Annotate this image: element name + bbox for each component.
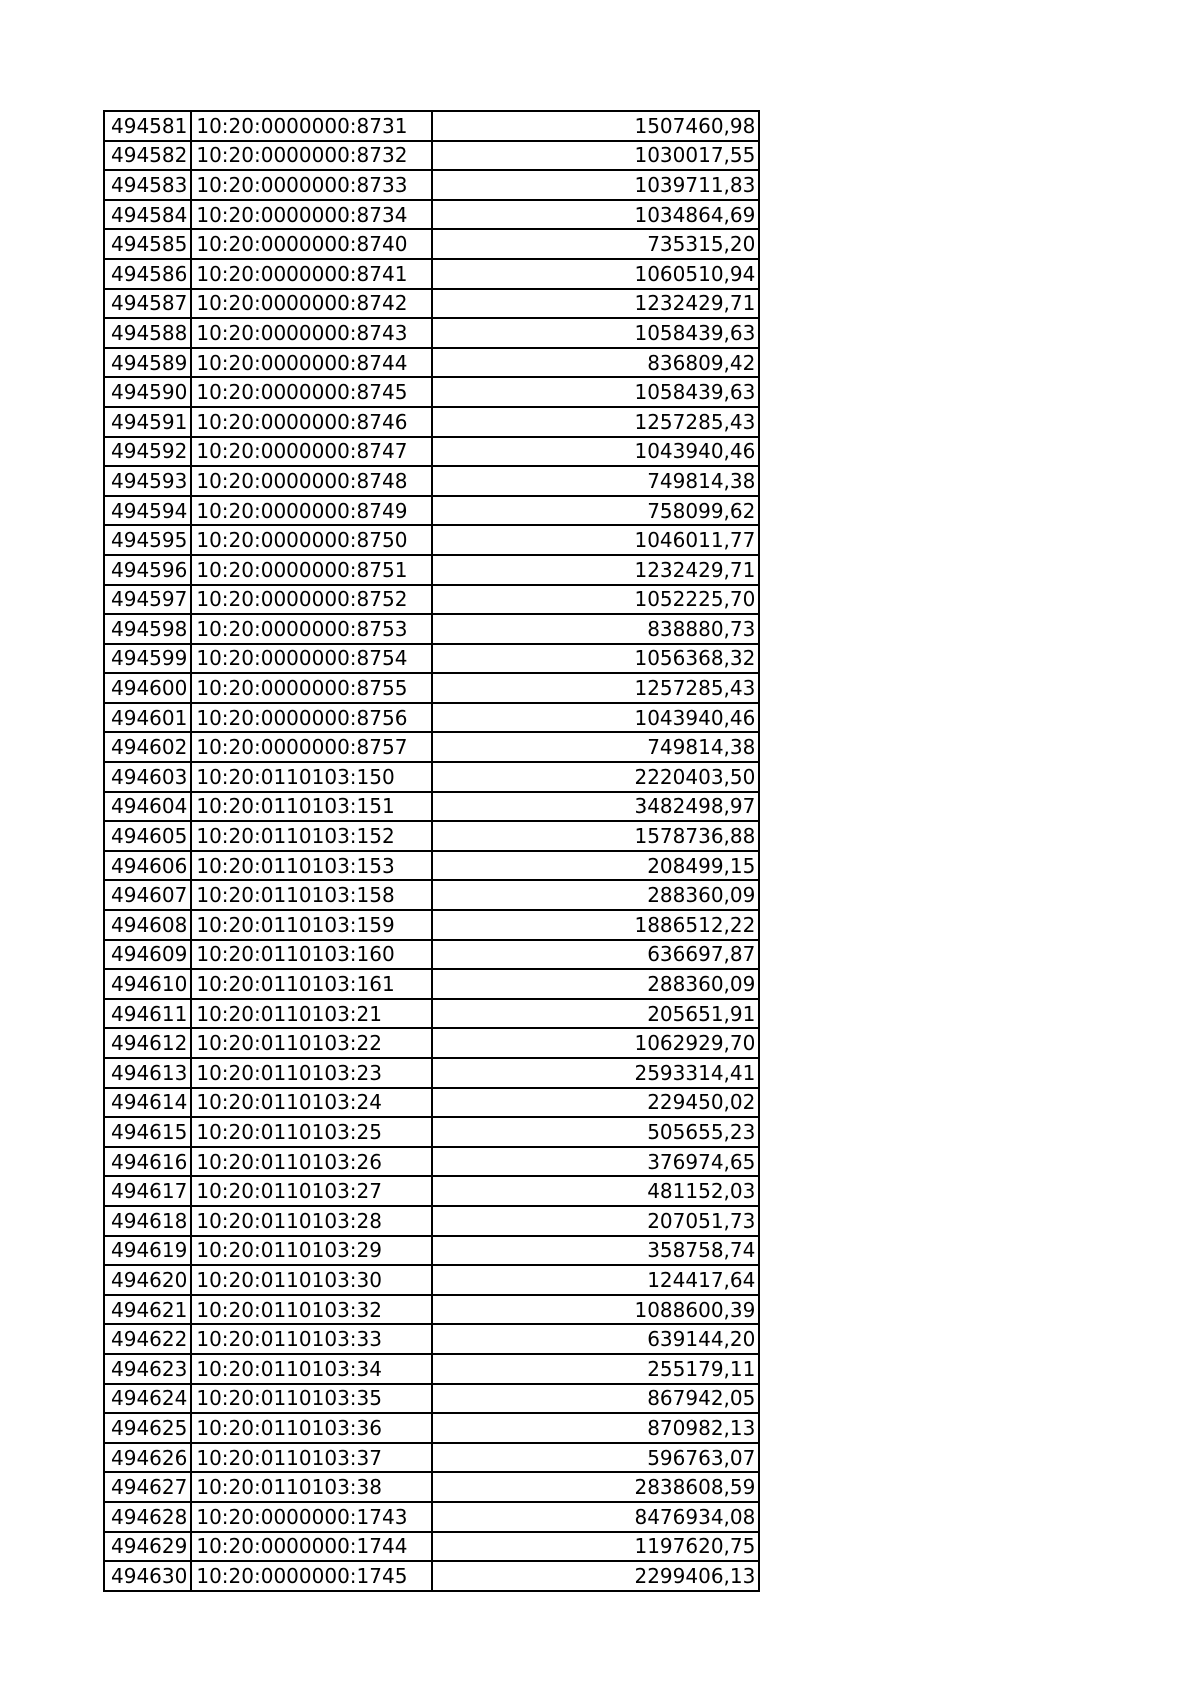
value-cell: 1034864,69 [432, 200, 759, 230]
value-cell: 1232429,71 [432, 555, 759, 585]
cadastral-number-cell: 10:20:0110103:151 [191, 792, 432, 822]
value-cell: 1046011,77 [432, 525, 759, 555]
cadastral-number-cell: 10:20:0110103:161 [191, 969, 432, 999]
table-row [104, 614, 759, 644]
cadastral-number-cell: 10:20:0110103:160 [191, 940, 432, 970]
row-number-cell: 494613 [104, 1058, 191, 1088]
table-row [104, 999, 759, 1029]
table-row [104, 1176, 759, 1206]
cadastral-number-cell: 10:20:0000000:8752 [191, 585, 432, 615]
cadastral-number-cell: 10:20:0110103:30 [191, 1265, 432, 1295]
cadastral-number-cell: 10:20:0110103:33 [191, 1324, 432, 1354]
table-row [104, 1502, 759, 1532]
value-cell: 1030017,55 [432, 141, 759, 171]
table-row [104, 377, 759, 407]
value-cell: 3482498,97 [432, 792, 759, 822]
cadastral-number-cell: 10:20:0000000:8746 [191, 407, 432, 437]
value-cell: 735315,20 [432, 229, 759, 259]
value-cell: 1058439,63 [432, 318, 759, 348]
cadastral-number-cell: 10:20:0000000:8740 [191, 229, 432, 259]
cadastral-number-cell: 10:20:0000000:8747 [191, 437, 432, 467]
cadastral-number-cell: 10:20:0110103:26 [191, 1147, 432, 1177]
cadastral-number-cell: 10:20:0110103:158 [191, 880, 432, 910]
table-row [104, 880, 759, 910]
row-number-cell: 494605 [104, 821, 191, 851]
table-row [104, 555, 759, 585]
row-number-cell: 494611 [104, 999, 191, 1029]
table-row [104, 940, 759, 970]
cadastral-number-cell: 10:20:0000000:8751 [191, 555, 432, 585]
table-row [104, 1147, 759, 1177]
row-number-cell: 494582 [104, 141, 191, 171]
row-number-cell: 494619 [104, 1236, 191, 1266]
cadastral-number-cell: 10:20:0000000:8744 [191, 348, 432, 378]
cadastral-number-cell: 10:20:0110103:28 [191, 1206, 432, 1236]
row-number-cell: 494599 [104, 644, 191, 674]
table-row [104, 1532, 759, 1562]
cadastral-number-cell: 10:20:0110103:27 [191, 1176, 432, 1206]
row-number-cell: 494604 [104, 792, 191, 822]
value-cell: 2838608,59 [432, 1472, 759, 1502]
value-cell: 749814,38 [432, 466, 759, 496]
row-number-cell: 494606 [104, 851, 191, 881]
table-row [104, 585, 759, 615]
value-cell: 481152,03 [432, 1176, 759, 1206]
cadastral-number-cell: 10:20:0000000:8757 [191, 732, 432, 762]
cadastral-number-cell: 10:20:0110103:152 [191, 821, 432, 851]
value-cell: 8476934,08 [432, 1502, 759, 1532]
value-cell: 867942,05 [432, 1384, 759, 1414]
row-number-cell: 494623 [104, 1354, 191, 1384]
row-number-cell: 494592 [104, 437, 191, 467]
value-cell: 1043940,46 [432, 437, 759, 467]
table-row [104, 851, 759, 881]
row-number-cell: 494616 [104, 1147, 191, 1177]
cadastral-number-cell: 10:20:0110103:32 [191, 1295, 432, 1325]
value-cell: 1058439,63 [432, 377, 759, 407]
table-row [104, 732, 759, 762]
value-cell: 1056368,32 [432, 644, 759, 674]
value-cell: 255179,11 [432, 1354, 759, 1384]
value-cell: 1257285,43 [432, 407, 759, 437]
row-number-cell: 494615 [104, 1117, 191, 1147]
cadastral-number-cell: 10:20:0000000:8734 [191, 200, 432, 230]
value-cell: 1232429,71 [432, 289, 759, 319]
row-number-cell: 494595 [104, 525, 191, 555]
value-cell: 1507460,98 [432, 111, 759, 141]
value-cell: 2220403,50 [432, 762, 759, 792]
value-cell: 758099,62 [432, 496, 759, 526]
cadastral-number-cell: 10:20:0000000:1744 [191, 1532, 432, 1562]
cadastral-number-cell: 10:20:0000000:8750 [191, 525, 432, 555]
table-row [104, 762, 759, 792]
cadastral-number-cell: 10:20:0110103:24 [191, 1088, 432, 1118]
value-cell: 208499,15 [432, 851, 759, 881]
value-cell: 1039711,83 [432, 170, 759, 200]
value-cell: 124417,64 [432, 1265, 759, 1295]
value-cell: 870982,13 [432, 1413, 759, 1443]
table-row [104, 466, 759, 496]
row-number-cell: 494608 [104, 910, 191, 940]
value-cell: 358758,74 [432, 1236, 759, 1266]
row-number-cell: 494607 [104, 880, 191, 910]
table-row [104, 496, 759, 526]
row-number-cell: 494587 [104, 289, 191, 319]
table-row [104, 1472, 759, 1502]
cadastral-number-cell: 10:20:0110103:35 [191, 1384, 432, 1414]
table-row [104, 969, 759, 999]
table-row [104, 1413, 759, 1443]
table-row [104, 170, 759, 200]
cadastral-number-cell: 10:20:0000000:8753 [191, 614, 432, 644]
table-row [104, 792, 759, 822]
row-number-cell: 494591 [104, 407, 191, 437]
table-row [104, 437, 759, 467]
row-number-cell: 494589 [104, 348, 191, 378]
row-number-cell: 494609 [104, 940, 191, 970]
table-row [104, 141, 759, 171]
row-number-cell: 494610 [104, 969, 191, 999]
row-number-cell: 494603 [104, 762, 191, 792]
row-number-cell: 494596 [104, 555, 191, 585]
table-body [104, 111, 759, 1591]
data-table [103, 110, 760, 1592]
table-row [104, 1324, 759, 1354]
cadastral-number-cell: 10:20:0000000:8756 [191, 703, 432, 733]
value-cell: 836809,42 [432, 348, 759, 378]
cadastral-number-cell: 10:20:0110103:153 [191, 851, 432, 881]
row-number-cell: 494624 [104, 1384, 191, 1414]
table-row [104, 1354, 759, 1384]
cadastral-number-cell: 10:20:0000000:8748 [191, 466, 432, 496]
row-number-cell: 494583 [104, 170, 191, 200]
table-row [104, 1236, 759, 1266]
row-number-cell: 494630 [104, 1561, 191, 1591]
value-cell: 207051,73 [432, 1206, 759, 1236]
cadastral-number-cell: 10:20:0110103:23 [191, 1058, 432, 1088]
value-cell: 1088600,39 [432, 1295, 759, 1325]
value-cell: 229450,02 [432, 1088, 759, 1118]
row-number-cell: 494593 [104, 466, 191, 496]
table-row [104, 821, 759, 851]
row-number-cell: 494594 [104, 496, 191, 526]
row-number-cell: 494590 [104, 377, 191, 407]
table-row [104, 1561, 759, 1591]
row-number-cell: 494629 [104, 1532, 191, 1562]
value-cell: 596763,07 [432, 1443, 759, 1473]
value-cell: 1257285,43 [432, 673, 759, 703]
cadastral-number-cell: 10:20:0000000:1745 [191, 1561, 432, 1591]
table-row [104, 1295, 759, 1325]
cadastral-number-cell: 10:20:0110103:159 [191, 910, 432, 940]
table-row [104, 1384, 759, 1414]
cadastral-number-cell: 10:20:0110103:36 [191, 1413, 432, 1443]
row-number-cell: 494625 [104, 1413, 191, 1443]
table-row [104, 1058, 759, 1088]
row-number-cell: 494588 [104, 318, 191, 348]
value-cell: 636697,87 [432, 940, 759, 970]
cadastral-number-cell: 10:20:0110103:25 [191, 1117, 432, 1147]
cadastral-number-cell: 10:20:0110103:22 [191, 1028, 432, 1058]
table-row [104, 910, 759, 940]
table-row [104, 644, 759, 674]
cadastral-number-cell: 10:20:0110103:37 [191, 1443, 432, 1473]
row-number-cell: 494620 [104, 1265, 191, 1295]
value-cell: 1578736,88 [432, 821, 759, 851]
table-row [104, 111, 759, 141]
value-cell: 505655,23 [432, 1117, 759, 1147]
table-row [104, 407, 759, 437]
cadastral-number-cell: 10:20:0000000:8745 [191, 377, 432, 407]
table-row [104, 1206, 759, 1236]
row-number-cell: 494626 [104, 1443, 191, 1473]
table-row [104, 289, 759, 319]
table-row [104, 1265, 759, 1295]
cadastral-number-cell: 10:20:0000000:8754 [191, 644, 432, 674]
row-number-cell: 494617 [104, 1176, 191, 1206]
cadastral-number-cell: 10:20:0110103:34 [191, 1354, 432, 1384]
table-row [104, 525, 759, 555]
cadastral-number-cell: 10:20:0000000:8741 [191, 259, 432, 289]
row-number-cell: 494597 [104, 585, 191, 615]
table-row [104, 1088, 759, 1118]
value-cell: 2299406,13 [432, 1561, 759, 1591]
cadastral-number-cell: 10:20:0000000:8743 [191, 318, 432, 348]
value-cell: 838880,73 [432, 614, 759, 644]
value-cell: 1052225,70 [432, 585, 759, 615]
table-row [104, 673, 759, 703]
table-row [104, 703, 759, 733]
cadastral-number-cell: 10:20:0110103:150 [191, 762, 432, 792]
row-number-cell: 494618 [104, 1206, 191, 1236]
table-row [104, 229, 759, 259]
cadastral-number-cell: 10:20:0000000:8731 [191, 111, 432, 141]
cadastral-number-cell: 10:20:0000000:1743 [191, 1502, 432, 1532]
table-row [104, 200, 759, 230]
row-number-cell: 494601 [104, 703, 191, 733]
row-number-cell: 494585 [104, 229, 191, 259]
row-number-cell: 494598 [104, 614, 191, 644]
row-number-cell: 494602 [104, 732, 191, 762]
row-number-cell: 494628 [104, 1502, 191, 1532]
row-number-cell: 494586 [104, 259, 191, 289]
row-number-cell: 494614 [104, 1088, 191, 1118]
value-cell: 1197620,75 [432, 1532, 759, 1562]
value-cell: 1043940,46 [432, 703, 759, 733]
value-cell: 2593314,41 [432, 1058, 759, 1088]
table-row [104, 348, 759, 378]
value-cell: 288360,09 [432, 969, 759, 999]
row-number-cell: 494581 [104, 111, 191, 141]
row-number-cell: 494621 [104, 1295, 191, 1325]
table-row [104, 1443, 759, 1473]
row-number-cell: 494627 [104, 1472, 191, 1502]
row-number-cell: 494600 [104, 673, 191, 703]
cadastral-number-cell: 10:20:0000000:8733 [191, 170, 432, 200]
cadastral-number-cell: 10:20:0000000:8732 [191, 141, 432, 171]
cadastral-number-cell: 10:20:0000000:8749 [191, 496, 432, 526]
table-row [104, 259, 759, 289]
table-row [104, 1028, 759, 1058]
value-cell: 639144,20 [432, 1324, 759, 1354]
cadastral-number-cell: 10:20:0000000:8755 [191, 673, 432, 703]
row-number-cell: 494622 [104, 1324, 191, 1354]
cadastral-number-cell: 10:20:0110103:29 [191, 1236, 432, 1266]
value-cell: 376974,65 [432, 1147, 759, 1177]
cadastral-number-cell: 10:20:0000000:8742 [191, 289, 432, 319]
cadastral-number-cell: 10:20:0110103:21 [191, 999, 432, 1029]
cadastral-number-cell: 10:20:0110103:38 [191, 1472, 432, 1502]
value-cell: 1886512,22 [432, 910, 759, 940]
value-cell: 1062929,70 [432, 1028, 759, 1058]
row-number-cell: 494612 [104, 1028, 191, 1058]
value-cell: 288360,09 [432, 880, 759, 910]
value-cell: 749814,38 [432, 732, 759, 762]
table-row [104, 1117, 759, 1147]
value-cell: 205651,91 [432, 999, 759, 1029]
value-cell: 1060510,94 [432, 259, 759, 289]
row-number-cell: 494584 [104, 200, 191, 230]
table-row [104, 318, 759, 348]
